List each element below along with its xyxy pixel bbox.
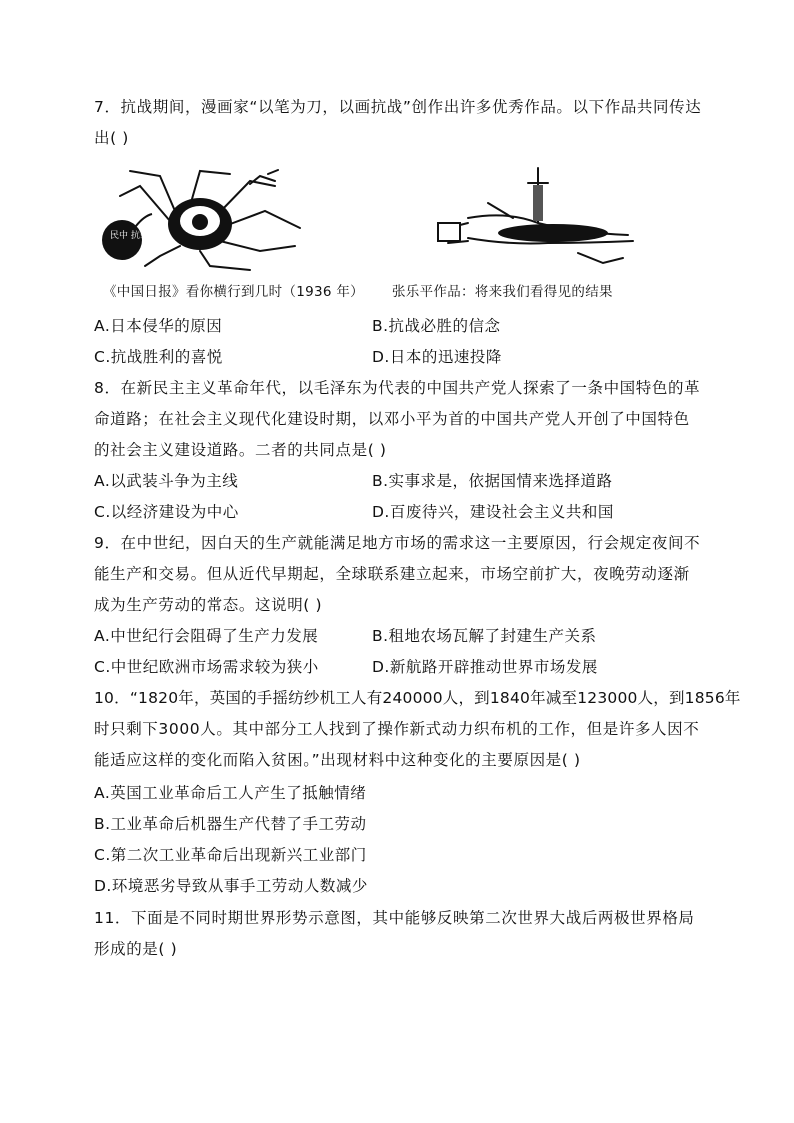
q8-stem-line-3: 的社会主义建设道路。二者的共同点是( ) [94,441,387,459]
q7-option-c[interactable]: C.抗战胜利的喜悦 [94,348,223,366]
q10-stem-line-1: 10．“1820年，英国的手摇纺纱机工人有240000人，到1840年减至123000人，到1856年 [94,689,741,707]
q9-stem-line-1: 9．在中世纪，因白天的生产就能满足地方市场的需求这一主要原因，行会规定夜间不 [94,534,701,552]
q8-stem-line-1: 8．在新民主主义革命年代，以毛泽东为代表的中国共产党人探索了一条中国特色的革 [94,379,701,397]
q9-stem-line-3: 成为生产劳动的常态。这说明( ) [94,596,323,614]
q7-option-d[interactable]: D.日本的迅速投降 [372,348,502,366]
q9-stem-line-2: 能生产和交易。但从近代早期起，全球联系建立起来，市场空前扩大，夜晚劳动逐渐 [94,565,690,583]
left-cartoon-caption: 《中国日报》看你横行到几时（1936 年） [103,284,364,300]
bomb-label: 民中 抗華 [110,231,149,241]
q11-stem-line-2: 形成的是( ) [94,940,178,958]
q8-option-d[interactable]: D.百废待兴，建设社会主义共和国 [372,503,614,521]
q10-option-a[interactable]: A.英国工业革命后工人产生了抵触情绪 [94,784,367,802]
q7-stem-line-2: 出( ) [94,129,129,147]
q7-option-a[interactable]: A.日本侵华的原因 [94,317,223,335]
q11-stem-line-1: 11．下面是不同时期世界形势示意图，其中能够反映第二次世界大战后两极世界格局 [94,909,695,927]
q10-stem-line-2: 时只剩下3000人。其中部分工人找到了操作新式动力织布机的工作，但是许多人因不 [94,720,700,738]
q10-option-d[interactable]: D.环境恶劣导致从事手工劳动人数减少 [94,877,368,895]
q8-option-a[interactable]: A.以武装斗争为主线 [94,472,239,490]
cartoon-spider-image [100,166,310,274]
q8-stem-line-2: 命道路；在社会主义现代化建设时期，以邓小平为首的中国共产党人开创了中国特色 [94,410,690,428]
cartoon-sword-image [428,163,643,275]
q9-option-a[interactable]: A.中世纪行会阻碍了生产力发展 [94,627,319,645]
right-cartoon-caption: 张乐平作品：将来我们看得见的结果 [392,284,613,300]
q10-stem-line-3: 能适应这样的变化而陷入贫困。”出现材料中这种变化的主要原因是( ) [94,751,581,769]
q9-option-c[interactable]: C.中世纪欧洲市场需求较为狭小 [94,658,319,676]
q10-option-b[interactable]: B.工业革命后机器生产代替了手工劳动 [94,815,367,833]
q8-option-c[interactable]: C.以经济建设为中心 [94,503,239,521]
q7-stem-line-1: 7．抗战期间，漫画家“以笔为刀，以画抗战”创作出许多优秀作品。以下作品共同传达 [94,98,702,116]
q7-option-b[interactable]: B.抗战必胜的信念 [372,317,501,335]
q10-option-c[interactable]: C.第二次工业革命后出现新兴工业部门 [94,846,367,864]
q9-option-d[interactable]: D.新航路开辟推动世界市场发展 [372,658,598,676]
q9-option-b[interactable]: B.租地农场瓦解了封建生产关系 [372,627,597,645]
q8-option-b[interactable]: B.实事求是，依据国情来选择道路 [372,472,613,490]
